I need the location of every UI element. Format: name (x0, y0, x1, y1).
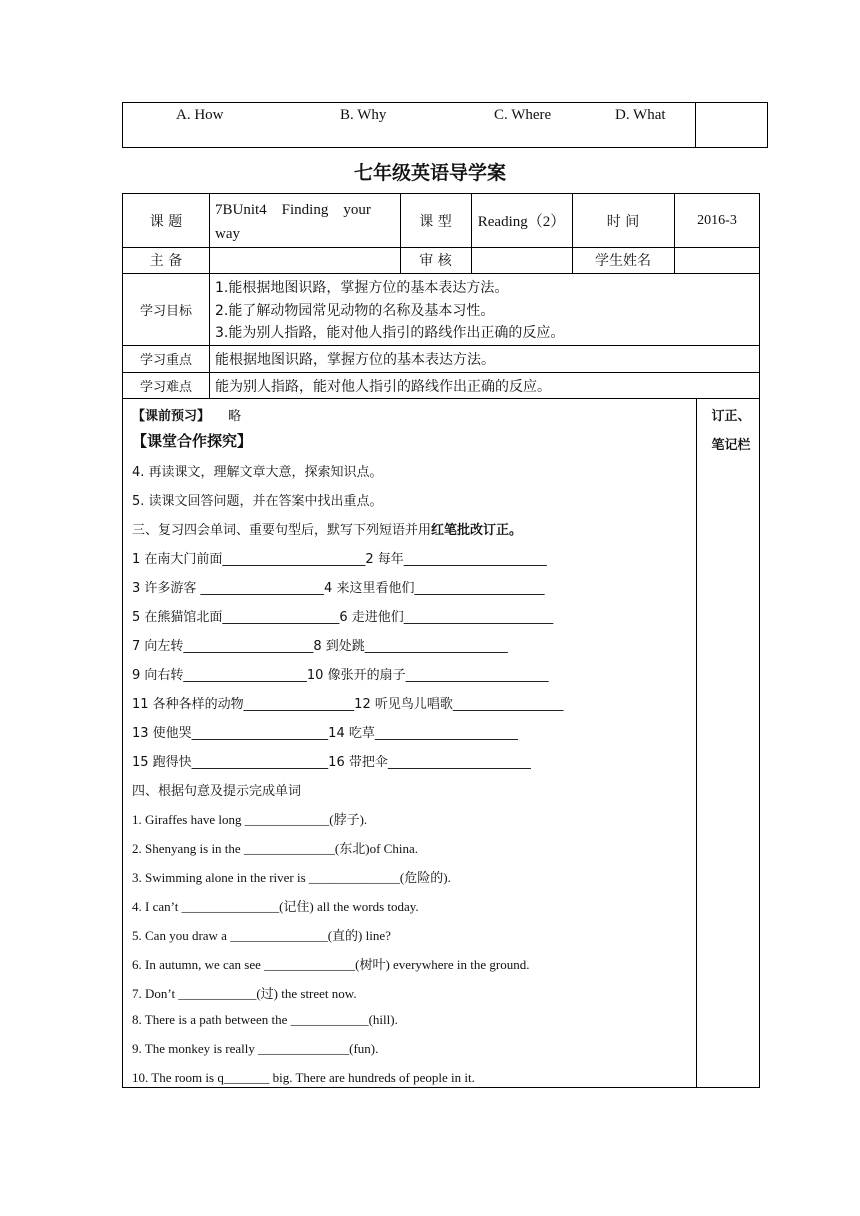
time-label: 时 间 (606, 213, 640, 230)
options-divider (695, 103, 696, 147)
objective-item: 2.能了解动物园常见动物的名称及基本习性。 (215, 303, 495, 319)
student-name-value (674, 247, 760, 273)
section-3-text: 三、复习四会单词、重要句型后，默写下列短语并用 (132, 523, 432, 538)
phrase-line: 1 在南大门前面______________________2 每年______________________ (132, 552, 547, 567)
sentence-line: 9. The monkey is really ______________(fun). (132, 1041, 379, 1056)
notes-header-line: 订正、 (711, 409, 751, 424)
phrase-line: 7 向左转____________________8 到处跳______________________ (132, 639, 508, 654)
step-5: 5. 读课文回答问题，并在答案中找出重点。 (132, 494, 383, 509)
objective-item: 1.能根据地图识路，掌握方位的基本表达方法。 (215, 280, 509, 296)
type-label: 课 型 (419, 213, 452, 230)
col-divider (696, 398, 697, 1087)
student-name-label: 学生姓名 (595, 253, 651, 269)
notes-column-header (705, 402, 757, 460)
phrase-line: 15 跑得快_____________________16 带把伞______________________ (132, 755, 531, 770)
lead-value (209, 247, 400, 273)
sentence-line: 1. Giraffes have long _____________(脖子). (132, 812, 368, 827)
difficulties-text: 能为别人指路，能对他人指引的路线作出正确的反应。 (215, 379, 551, 395)
phrase-line: 11 各种各样的动物_________________12 听见鸟儿唱歌_________________ (132, 697, 564, 712)
section-3-emphasis: 红笔批改订正。 (431, 523, 523, 538)
preview-line (132, 405, 241, 424)
option-c: C. Where (494, 107, 552, 123)
phrase-line: 5 在熊猫馆北面__________________6 走进他们_______________________ (132, 610, 554, 625)
objectives-label: 学习目标 (139, 303, 192, 319)
preview-text: 略 (228, 409, 242, 424)
sentence-line: 7. Don’t ____________(过) the street now. (132, 986, 357, 1001)
notes-header-line: 笔记栏 (711, 438, 751, 453)
key-points-text: 能根据地图识路，掌握方位的基本表达方法。 (215, 352, 495, 368)
lead-label: 主 备 (149, 253, 183, 269)
preview-heading: 【课前预习】 (132, 409, 211, 424)
topic-value (215, 198, 397, 246)
time-value: 2016-3 (697, 212, 737, 228)
review-label: 审 核 (419, 253, 452, 269)
sentence-line: 5. Can you draw a _______________(直的) line? (132, 928, 391, 943)
option-d: D. What (615, 107, 666, 123)
phrase-line: 3 许多游客 ___________________4 来这里看他们____________________ (132, 581, 545, 596)
sentence-line: 10. The room is q_______ big. There are hundreds of people in it. (132, 1070, 475, 1085)
option-a: A. How (176, 107, 224, 123)
col-divider (209, 194, 210, 398)
sentence-line: 3. Swimming alone in the river is ______________(危险的). (132, 870, 451, 885)
type-value: Reading（2） (477, 214, 566, 230)
topic-label: 课 题 (149, 213, 183, 230)
sentence-line: 4. I can’t _______________(记住) all the words today. (132, 899, 419, 914)
phrase-line: 13 使他哭_____________________14 吃草______________________ (132, 726, 518, 741)
topic-value-line1: 7BUnit4 Finding your (215, 202, 371, 218)
answer-options-table (122, 102, 768, 148)
row-divider (123, 372, 759, 373)
objective-item: 3.能为别人指路，能对他人指引的路线作出正确的反应。 (215, 325, 565, 341)
option-b: B. Why (340, 107, 387, 123)
sentence-line: 8. There is a path between the ____________(hill). (132, 1012, 398, 1027)
lesson-plan-table (122, 193, 760, 1088)
row-divider (123, 345, 759, 346)
explore-heading: 【课堂合作探究】 (132, 432, 253, 450)
step-4: 4. 再读课文，理解文章大意，探索知识点。 (132, 465, 383, 480)
row-divider (123, 398, 759, 399)
page-title: 七年级英语导学案 (353, 162, 506, 184)
row-divider (123, 273, 759, 274)
sentence-line: 6. In autumn, we can see ______________(树叶) everywhere in the ground. (132, 957, 530, 972)
topic-value-line2: way (215, 226, 240, 242)
section-3-instruction (132, 519, 522, 538)
review-value (471, 247, 572, 273)
sentence-line: 2. Shenyang is in the ______________(东北)of China. (132, 841, 418, 856)
key-points-label: 学习重点 (139, 353, 192, 368)
phrase-line: 9 向右转___________________10 像张开的扇子______________________ (132, 668, 549, 683)
difficulties-label: 学习难点 (139, 379, 192, 395)
section-4-instruction: 四、根据句意及提示完成单词 (132, 784, 302, 799)
